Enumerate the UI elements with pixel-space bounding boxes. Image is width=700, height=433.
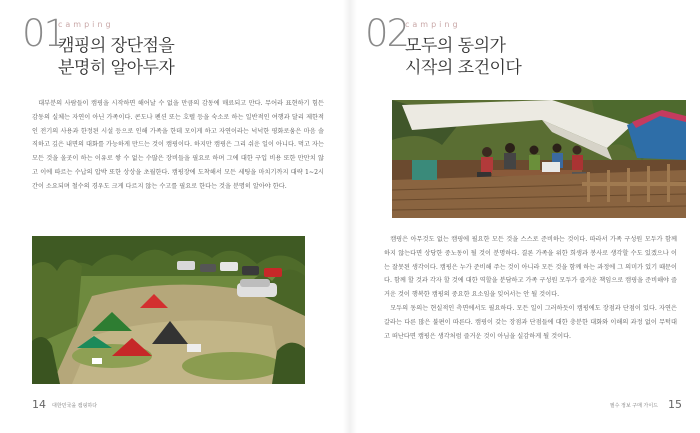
paragraph: 대부분의 사람들이 캠핑을 시작하면 해어날 수 없을 만큼의 감동에 매료되고 만다. 무어라 표현하기 힘든 감동의 실체는 자연이 아닌 가족이다. 콘도나 펜션 또는 호텔 등을 숙소로 하는 일반적인 여행과 달리 제한적인 전기의 사용과 한정된 시설 등으로 인해 가족을 한데 모이게 하고 자연이라는 넉넉한 평화로움은 마음 솔직하고 깊은 내면의 대화를 가능하게 만드는 것이 캠핑이다. 하지만 캠핑은 그리 쉬운 일이 아니다. 먹고 자는 모든 것을 올곳이 하는 이유로 쌓 수 없는 수많은 장비들을 필요로 하며 그에 대한 구입 비용 또한 만만치 않고 이에 따르는 수납의 압박 또한 상상을 초월한다. 캠핑장에 도착해서 모든 세팅을 마치기까지 대략 1~2시간이 소요되며 철수의 경우도 크게 다르지 않는 수고를 필요로 한다는 것을 분명히 알아야 한다.: [32, 100, 324, 190]
paragraph: 모두의 동의는 현실적인 측면에서도 필요하다. 모든 일이 그러하듯이 캠핑에도 장점과 단점이 있다. 자연은 갈라는 다른 많은 불편이 따른다. 캠핑이 갖는 장점과 단점들에 대한 충분한 대화와 이해의 과정 없이 무턱대고 떠난다면 캠핑은 생각처럼 즐거운 것이 아님을 실감하게 될 것이다.: [384, 304, 677, 340]
section-title: [58, 35, 174, 79]
right-page: [350, 0, 700, 433]
page-number: 15: [668, 398, 682, 411]
section-title-line: 캠핑의 장단점을: [58, 36, 175, 56]
section-title-line: 시작의 조건이다: [405, 58, 522, 78]
paragraph: 캠핑은 아무것도 없는 캠핑에 필요한 모든 것을 스스로 준비하는 것이다. 따라서 가족 구성원 모두가 함께 하지 않는다면 상당한 중노동이 될 것이 분명하다. 결론 가족을 위한 희생과 봉사로 생각할 수도 있겠으나 이는 잘못된 생각이다. 캠핑은 누가 준비해 주는 것이 아니라 모든 것을 함께 하는 과정에 그 의미가 있기 때문이다. 함께 할 것과 각자 할 것에 대한 역할을 분담하고 가족 구성원 모두가 즐거운 책임으로 캠핑을 준비해야 즐거운 것이 행복한 캠핑의 중요한 요소임을 잊어서는 안 될 것이다.: [384, 236, 677, 299]
section-title: [405, 35, 521, 79]
section-number: 02: [365, 12, 409, 55]
footer-label: 대한민국을 캠핑하다: [52, 403, 98, 409]
footer-label: 필수 정보 구매 가이드: [609, 403, 658, 409]
body-text: [384, 233, 677, 343]
section-title-line: 분명히 알아두자: [58, 58, 175, 78]
family-camping-photo: [392, 100, 686, 218]
body-text: [32, 97, 324, 194]
section-kicker: camping: [58, 20, 114, 29]
section-kicker: camping: [405, 20, 461, 29]
section-title-line: 모두의 동의가: [405, 36, 506, 56]
section-number: 01: [22, 12, 66, 55]
campsite-photo: [32, 236, 305, 384]
page-number: 14: [32, 398, 46, 411]
